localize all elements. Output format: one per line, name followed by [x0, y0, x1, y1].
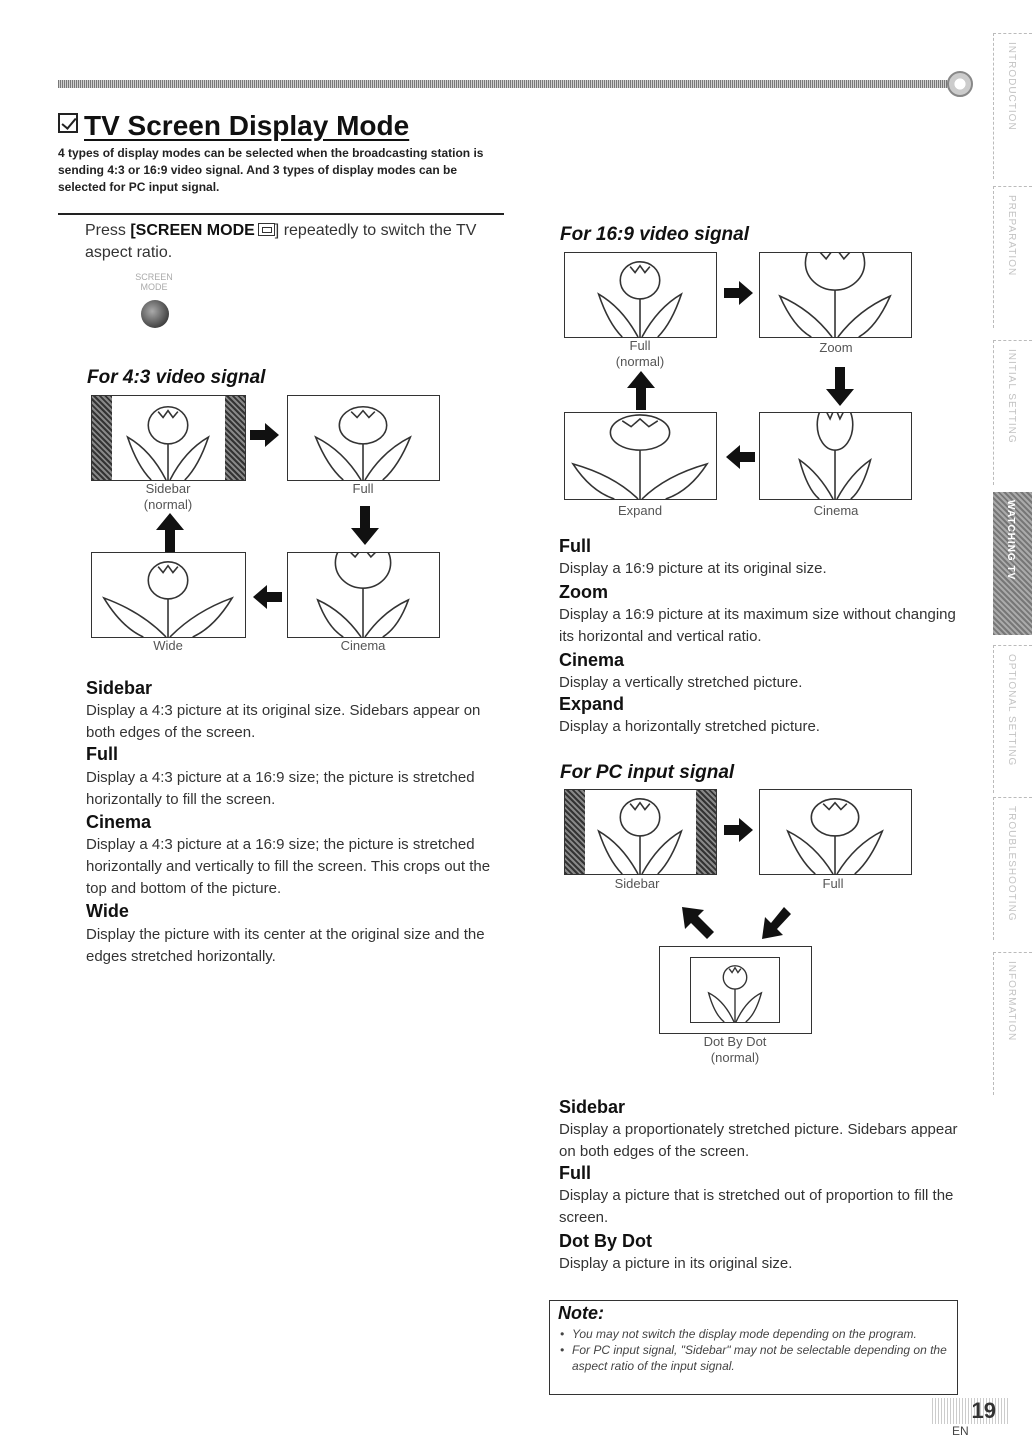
tulip-icon	[565, 790, 716, 874]
side-tab-label: INTRODUCTION	[1006, 42, 1017, 131]
mode-desc-pc-sidebar: Display a proportionately stretched picture. Sidebars appear on both edges of the screen.	[559, 1121, 958, 1160]
side-tab-label: INFORMATION	[1006, 961, 1017, 1042]
note-box	[549, 1300, 958, 1395]
diagram-169-expand	[564, 412, 717, 500]
mode-desc-43-full: Display a 4:3 picture at a 16:9 size; the picture is stretched horizontally to fill the screen.	[86, 769, 475, 808]
tulip-icon	[565, 413, 716, 499]
tulip-icon	[760, 413, 911, 499]
header-rule	[58, 80, 953, 88]
mode-title-43-full: Full	[86, 744, 118, 764]
side-tab-label: OPTIONAL SETTING	[1006, 654, 1017, 767]
caption-pc-dot-by-dot: Dot By Dot (normal)	[703, 1034, 767, 1065]
page-number: 19	[930, 1398, 1010, 1424]
page-language: EN	[952, 1424, 969, 1438]
tulip-icon	[92, 553, 245, 637]
tulip-icon	[288, 553, 439, 637]
tulip-icon	[691, 958, 779, 1022]
side-tab-initial-setting[interactable]	[993, 340, 1032, 485]
diagram-pc-inner-picture	[690, 957, 780, 1023]
screen-mode-button-icon	[141, 300, 169, 328]
arrow-up-icon	[626, 370, 656, 410]
diagram-43-cinema	[287, 552, 440, 638]
diagram-pc-full	[759, 789, 912, 875]
arrow-right-icon	[724, 278, 754, 308]
screen-mode-key-icon	[258, 223, 275, 236]
diagram-pc-sidebar	[564, 789, 717, 875]
page-title-text: TV Screen Display Mode	[84, 110, 410, 141]
diagram-169-cinema	[759, 412, 912, 500]
mode-title-pc-dot-by-dot: Dot By Dot	[559, 1231, 652, 1251]
mode-title-169-zoom: Zoom	[559, 582, 608, 602]
instruction-prefix: Press	[85, 222, 131, 239]
arrow-down-icon	[825, 367, 855, 407]
caption-169-cinema: Cinema	[813, 503, 859, 518]
arrow-down-left-icon	[756, 905, 792, 941]
diagram-43-wide	[91, 552, 246, 638]
mode-desc-43-wide: Display the picture with its center at the original size and the edges stretched horizontally.	[86, 926, 485, 965]
mode-title-169-cinema: Cinema	[559, 650, 625, 670]
side-tab-troubleshooting[interactable]	[993, 797, 1032, 940]
mode-desc-169-zoom: Display a 16:9 picture at its maximum size without changing its horizontal and vertical ratio.	[559, 606, 956, 645]
intro-divider	[58, 213, 504, 215]
note-list	[558, 1326, 949, 1374]
note-title: Note:	[558, 1303, 604, 1323]
tulip-icon	[760, 253, 911, 337]
mode-title-pc-sidebar: Sidebar	[559, 1097, 626, 1117]
caption-pc-sidebar: Sidebar	[614, 876, 660, 891]
side-tab-preparation[interactable]	[993, 186, 1032, 328]
mode-title-169-expand: Expand	[559, 694, 625, 714]
mode-desc-169-full: Display a 16:9 picture at its original size.	[559, 560, 827, 577]
heading-43: For 4:3 video signal	[87, 367, 266, 388]
arrow-left-icon	[252, 582, 282, 612]
caption-43-wide: Wide	[153, 638, 183, 653]
mode-desc-169-cinema: Display a vertically stretched picture.	[559, 674, 803, 691]
tulip-icon	[288, 396, 439, 480]
note-item: • You may not switch the display mode depending on the program.	[558, 1326, 949, 1342]
diagram-43-full	[287, 395, 440, 481]
mode-desc-pc-full: Display a picture that is stretched out of proportion to fill the screen.	[559, 1187, 954, 1226]
caption-43-full: Full	[352, 481, 374, 496]
instruction-key: [SCREEN MODE	[130, 222, 255, 239]
caption-169-full: Full (normal)	[615, 338, 665, 369]
tulip-icon	[760, 790, 911, 874]
side-tab-information[interactable]	[993, 952, 1032, 1095]
caption-43-cinema: Cinema	[340, 638, 386, 653]
caption-pc-full: Full	[822, 876, 844, 891]
side-tab-label: PREPARATION	[1006, 195, 1017, 277]
diagram-43-sidebar	[91, 395, 246, 481]
screen-mode-button-label: SCREEN MODE	[135, 272, 173, 292]
arrow-up-left-icon	[680, 905, 716, 941]
arrow-left-icon	[725, 442, 755, 472]
caption-43-sidebar: Sidebar (normal)	[143, 481, 193, 512]
mode-title-169-full: Full	[559, 536, 591, 556]
arrow-down-icon	[350, 506, 380, 546]
side-tab-watching-tv[interactable]	[993, 492, 1032, 635]
side-tab-label: TROUBLESHOOTING	[1006, 806, 1017, 922]
heading-169: For 16:9 video signal	[560, 224, 749, 245]
heading-pc: For PC input signal	[560, 762, 735, 783]
page-title	[58, 110, 409, 142]
mode-desc-pc-dot-by-dot: Display a picture in its original size.	[559, 1255, 793, 1272]
mode-title-43-cinema: Cinema	[86, 812, 152, 832]
mode-desc-43-cinema: Display a 4:3 picture at a 16:9 size; the picture is stretched horizontally and vertically to fill the screen. This crops out the top and bottom of the picture.	[86, 836, 491, 897]
mode-desc-43-sidebar: Display a 4:3 picture at its original size. Sidebars appear on both edges of the screen.	[86, 702, 481, 741]
arrow-right-icon	[724, 815, 754, 845]
mode-title-43-sidebar: Sidebar	[86, 678, 153, 698]
side-tab-optional-setting[interactable]	[993, 645, 1032, 793]
diagram-pc-dot-by-dot	[659, 946, 812, 1034]
checkbox-icon	[58, 113, 78, 133]
instruction-text	[85, 220, 495, 264]
note-item: • For PC input signal, "Sidebar" may not be selectable depending on the aspect ratio of the input signal.	[558, 1342, 949, 1374]
side-tab-label: INITIAL SETTING	[1006, 349, 1017, 444]
caption-169-expand: Expand	[617, 503, 663, 518]
side-tab-label: WATCHING TV	[1005, 500, 1016, 581]
diagram-169-zoom	[759, 252, 912, 338]
intro-text: 4 types of display modes can be selected when the broadcasting station is sending 4:3 or 16:9 video signal. And 3 types of display modes can be selected for PC input signal.	[58, 146, 484, 194]
caption-169-zoom: Zoom	[819, 340, 853, 355]
arrow-right-icon	[250, 420, 280, 450]
diagram-169-full	[564, 252, 717, 338]
tulip-icon	[565, 253, 716, 337]
mode-title-pc-full: Full	[559, 1163, 591, 1183]
mode-title-43-wide: Wide	[86, 901, 129, 921]
mode-desc-169-expand: Display a horizontally stretched picture.	[559, 718, 820, 735]
tulip-icon	[92, 396, 245, 480]
side-tab-introduction[interactable]	[993, 33, 1032, 179]
arrow-up-icon	[155, 512, 185, 552]
header-rule-end-icon	[947, 71, 973, 97]
instruction-suffix: ] repeatedly to switch the TV aspect ratio.	[85, 222, 477, 261]
